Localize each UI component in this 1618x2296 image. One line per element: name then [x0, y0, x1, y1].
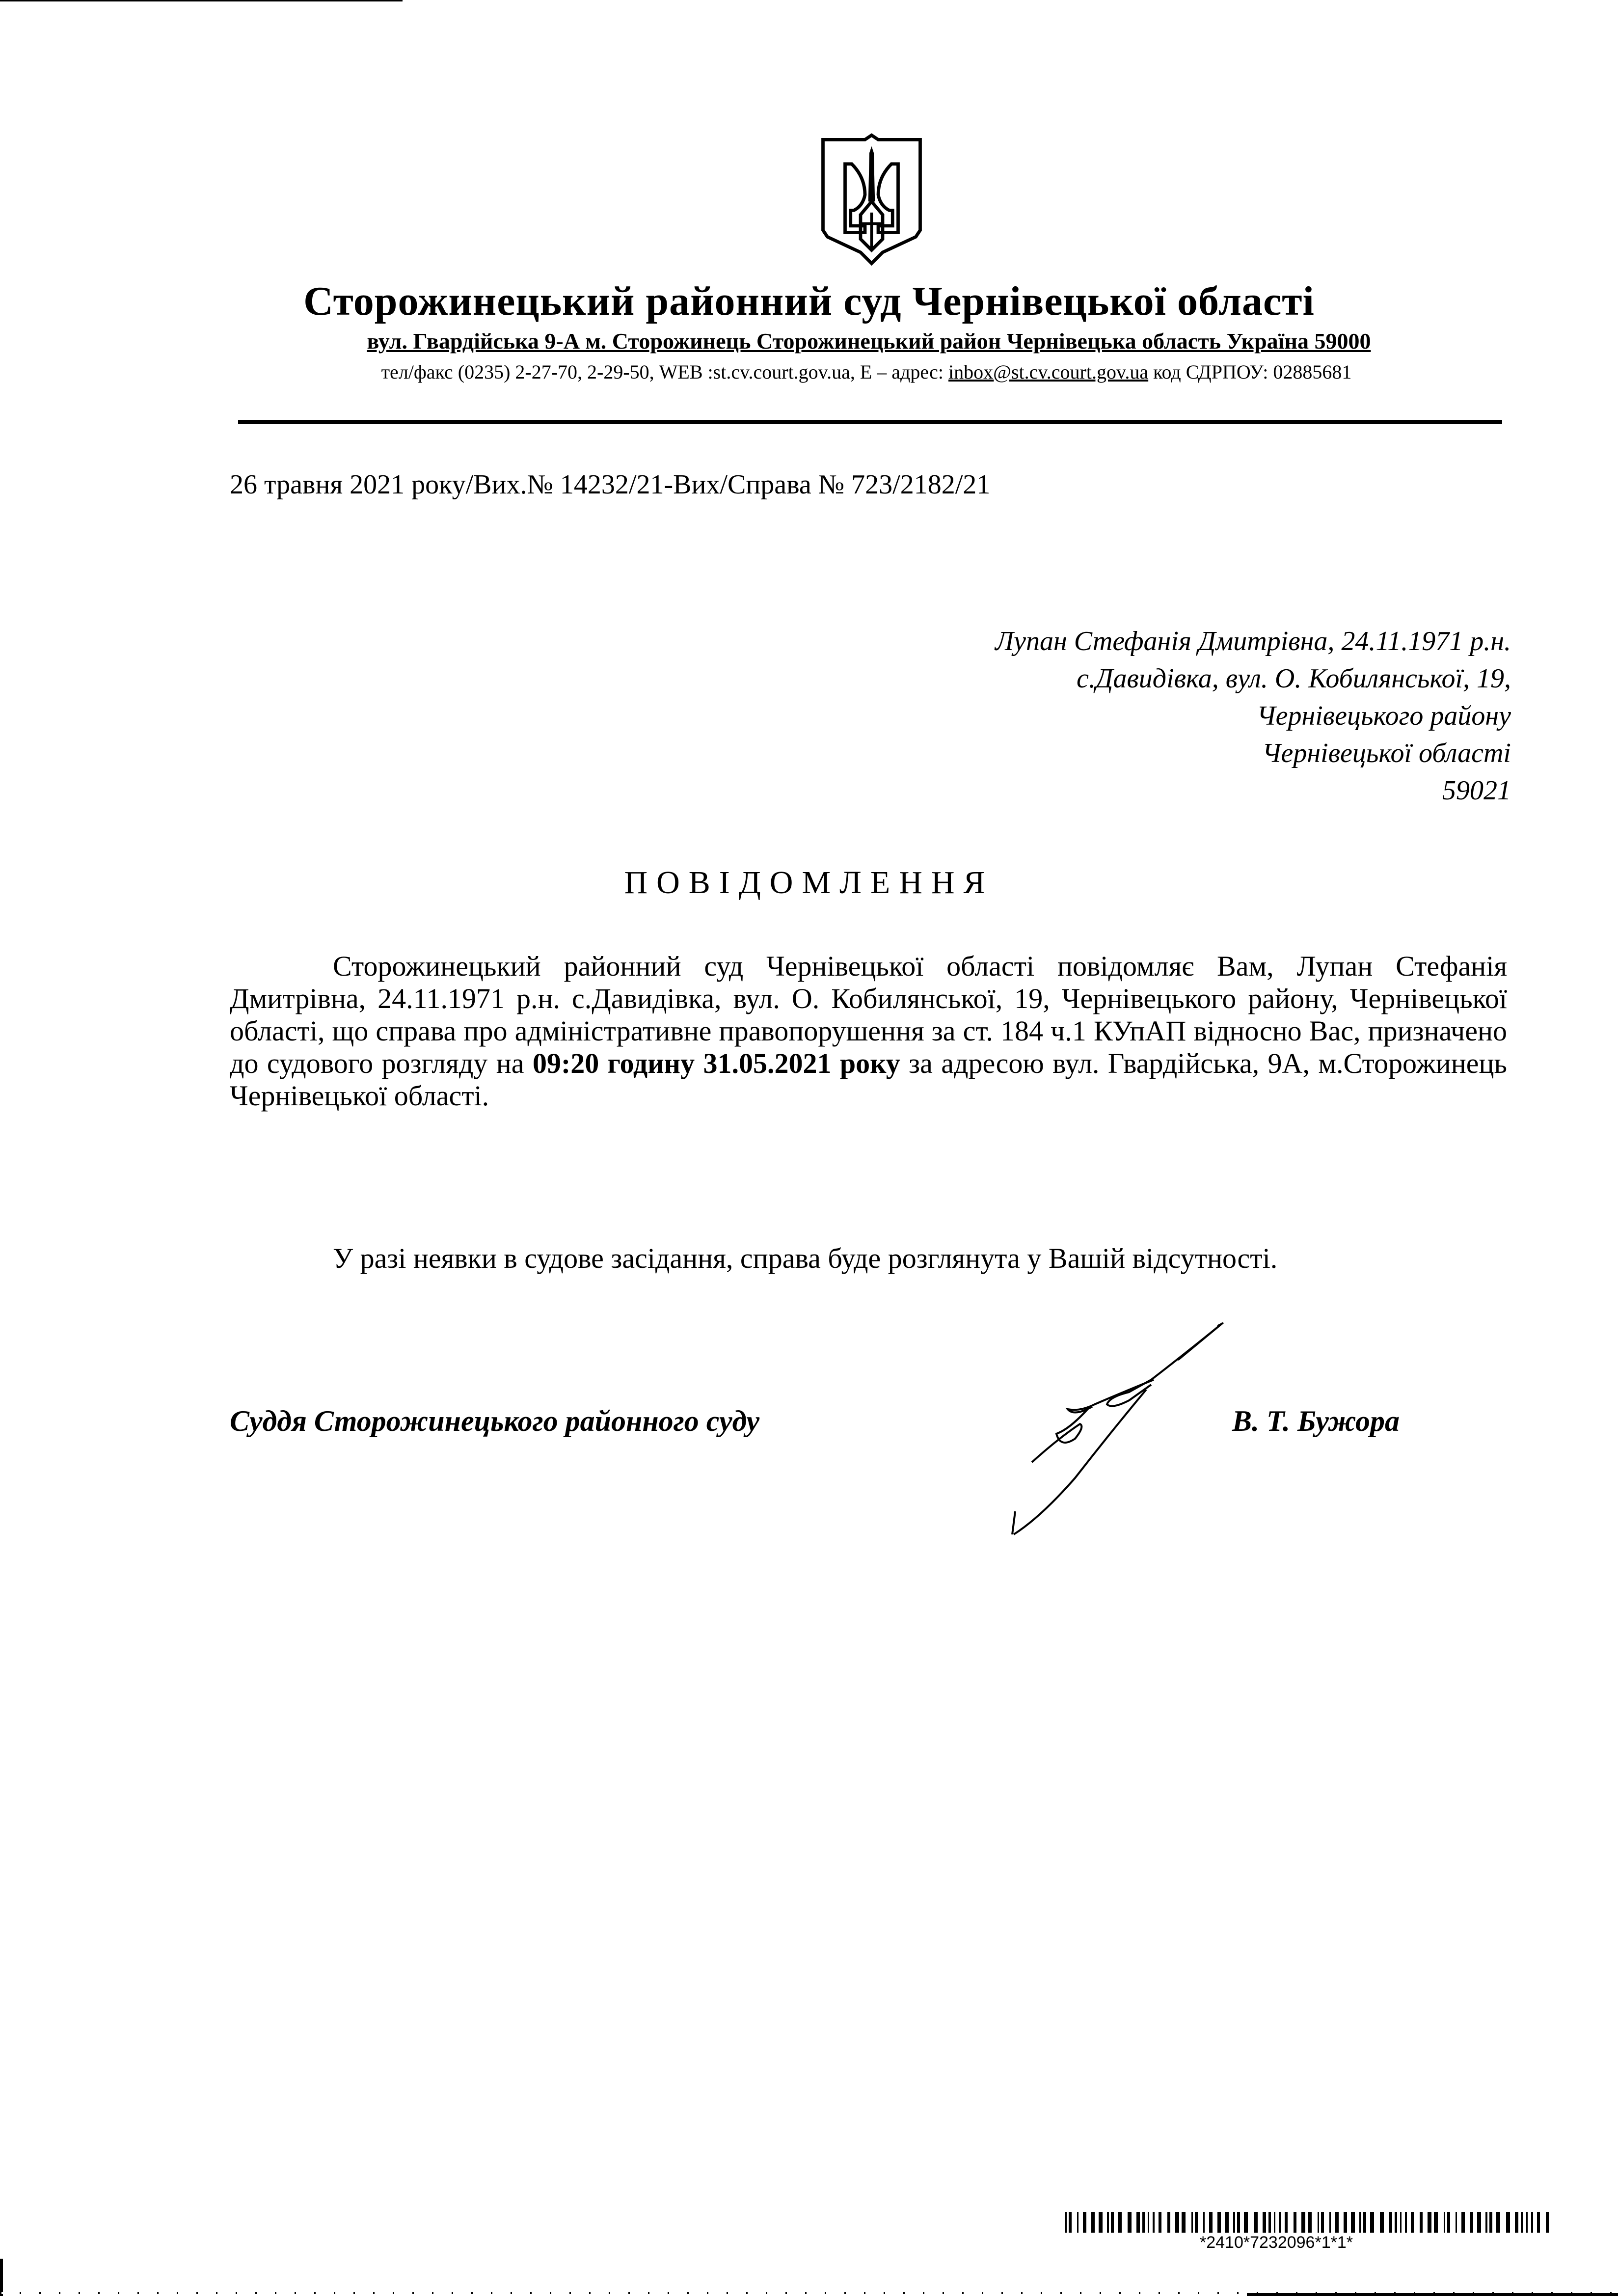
barcode-bar — [1351, 2212, 1355, 2233]
barcode-bar — [1217, 2212, 1221, 2233]
email-link[interactable]: inbox@st.cv.court.gov.ua — [948, 361, 1149, 383]
barcode-bar — [1447, 2212, 1450, 2233]
barcode-bar — [1359, 2212, 1361, 2233]
notice-text-part1: Сторожинецький районний суд Чернівецької області повідомляє Вам, Лупан Стефанія Дмитрівна, 24.11.1971 р.н. с.Давидівка, вул. О. Кобилянської, 19, Чернівецького району, Чернівецької області, що справа про адміністративне правопорушення за ст. 184 ч.1 КУпАП відносно Вас, призначено до судового розгляду на — [230, 950, 1507, 1079]
barcode-bar — [1065, 2212, 1067, 2233]
judge-title: Суддя Сторожинецького районного суду — [230, 1405, 760, 1437]
barcode-bar — [1083, 2212, 1086, 2233]
recipient-district: Чернівецького району — [1257, 701, 1511, 731]
barcode-bar — [1099, 2212, 1103, 2233]
barcode-bar — [1111, 2212, 1114, 2233]
coat-of-arms-icon — [816, 122, 927, 269]
barcode-bar — [1420, 2212, 1423, 2233]
barcode-bar — [1470, 2212, 1473, 2233]
barcode-bar — [1444, 2212, 1445, 2233]
barcode-bar — [1153, 2212, 1155, 2233]
barcode-bar — [1546, 2212, 1549, 2233]
barcode-bar — [1069, 2212, 1072, 2233]
barcode-bar — [1294, 2212, 1296, 2233]
barcode — [1065, 2212, 1556, 2233]
barcode-bar — [1411, 2212, 1414, 2233]
barcode-bar — [1477, 2212, 1481, 2233]
reference-line: 26 травня 2021 року/Вих.№ 14232/21-Вих/Справа № 723/2182/21 — [230, 469, 991, 500]
recipient-name: Лупан Стефанія Дмитрівна, 24.11.1971 р.н. — [995, 626, 1511, 656]
court-address: вул. Гвардійська 9-А м. Сторожинець Сторожинецький район Чернівецька область Україна 59000 — [367, 328, 1371, 354]
barcode-bar — [1363, 2212, 1366, 2233]
barcode-bar — [1233, 2212, 1235, 2233]
recipient-postcode: 59021 — [1442, 775, 1511, 806]
court-contacts — [248, 360, 1485, 383]
barcode-bar — [1405, 2212, 1407, 2233]
scan-edge-left — [0, 2259, 3, 2296]
recipient-block — [726, 623, 1511, 809]
barcode-bar — [1142, 2212, 1145, 2233]
barcode-bar — [1496, 2212, 1500, 2233]
barcode-bar — [1531, 2212, 1533, 2233]
barcode-bar — [1091, 2212, 1095, 2233]
barcode-bar — [1279, 2212, 1281, 2233]
barcode-bar — [1268, 2212, 1271, 2233]
hearing-datetime: 09:20 годину 31.05.2021 року — [532, 1047, 900, 1079]
barcode-bar — [1489, 2212, 1492, 2233]
barcode-bar — [1485, 2212, 1487, 2233]
barcode-bar — [1182, 2212, 1186, 2233]
barcode-bar — [1244, 2212, 1248, 2233]
barcode-bar — [1537, 2212, 1540, 2233]
barcode-bar — [1107, 2212, 1109, 2233]
barcode-bar — [1456, 2212, 1457, 2233]
barcode-bar — [1380, 2212, 1384, 2233]
notice-paragraph — [230, 950, 1507, 1112]
barcode-bar — [1434, 2212, 1438, 2233]
barcode-bar — [1515, 2212, 1518, 2233]
scan-edge-top — [0, 0, 403, 1]
judge-name: В. Т. Бужора — [1232, 1405, 1400, 1437]
barcode-bar — [1175, 2212, 1179, 2233]
barcode-bar — [1526, 2212, 1528, 2233]
barcode-bar — [1237, 2212, 1240, 2233]
signature-image — [1011, 1306, 1257, 1581]
barcode-bar — [1370, 2212, 1374, 2233]
barcode-bar — [1167, 2212, 1170, 2233]
court-name-heading: Сторожинецький районний суд Чернівецької області — [303, 278, 1315, 324]
barcode-bar — [1148, 2212, 1149, 2233]
barcode-bar — [1285, 2212, 1288, 2233]
document-title: ПОВІДОМЛЕННЯ — [624, 865, 994, 901]
barcode-bar — [1195, 2212, 1198, 2233]
barcode-bar — [1159, 2212, 1161, 2233]
barcode-bar — [1209, 2212, 1213, 2233]
contact-prefix: тел/факс (0235) 2-27-70, 2-29-50, WEB :st.cv.court.gov.ua, Е – адрес: — [381, 361, 948, 383]
contact-suffix: код СДРПОУ: 02885681 — [1148, 361, 1352, 383]
barcode-number: *2410*7232096*1*1* — [1200, 2233, 1353, 2252]
barcode-bar — [1128, 2212, 1132, 2233]
barcode-bar — [1389, 2212, 1392, 2233]
barcode-bar — [1395, 2212, 1397, 2233]
barcode-bar — [1521, 2212, 1523, 2233]
barcode-bar — [1191, 2212, 1193, 2233]
barcode-bar — [1254, 2212, 1258, 2233]
notice-text-part2: за адресою вул. Гвардійська, 9А, м.Сторожинець Чернівецької області. — [230, 1047, 1507, 1112]
recipient-street: с.Давидівка, вул. О. Кобилянської, 19, — [1077, 663, 1511, 694]
barcode-bar — [1308, 2212, 1312, 2233]
scan-edge-bottom-right — [1247, 2293, 1618, 2296]
barcode-bar — [1461, 2212, 1465, 2233]
barcode-bar — [1263, 2212, 1266, 2233]
barcode-bar — [1136, 2212, 1140, 2233]
barcode-bar — [1344, 2212, 1347, 2233]
barcode-bar — [1506, 2212, 1510, 2233]
barcode-bar — [1329, 2212, 1331, 2233]
barcode-bar — [1118, 2212, 1122, 2233]
barcode-bar — [1400, 2212, 1402, 2233]
barcode-bar — [1203, 2212, 1205, 2233]
recipient-region: Чернівецької області — [1262, 738, 1511, 768]
barcode-bar — [1318, 2212, 1319, 2233]
barcode-bar — [1335, 2212, 1339, 2233]
barcode-bar — [1301, 2212, 1305, 2233]
barcode-bar — [1225, 2212, 1229, 2233]
letterhead-divider — [238, 420, 1502, 424]
barcode-bar — [1274, 2212, 1275, 2233]
barcode-bar — [1077, 2212, 1079, 2233]
barcode-bar — [1321, 2212, 1324, 2233]
barcode-bar — [1428, 2212, 1431, 2233]
absence-paragraph: У разі неявки в судове засідання, справа буде розглянута у Вашій відсутності. — [333, 1242, 1278, 1274]
